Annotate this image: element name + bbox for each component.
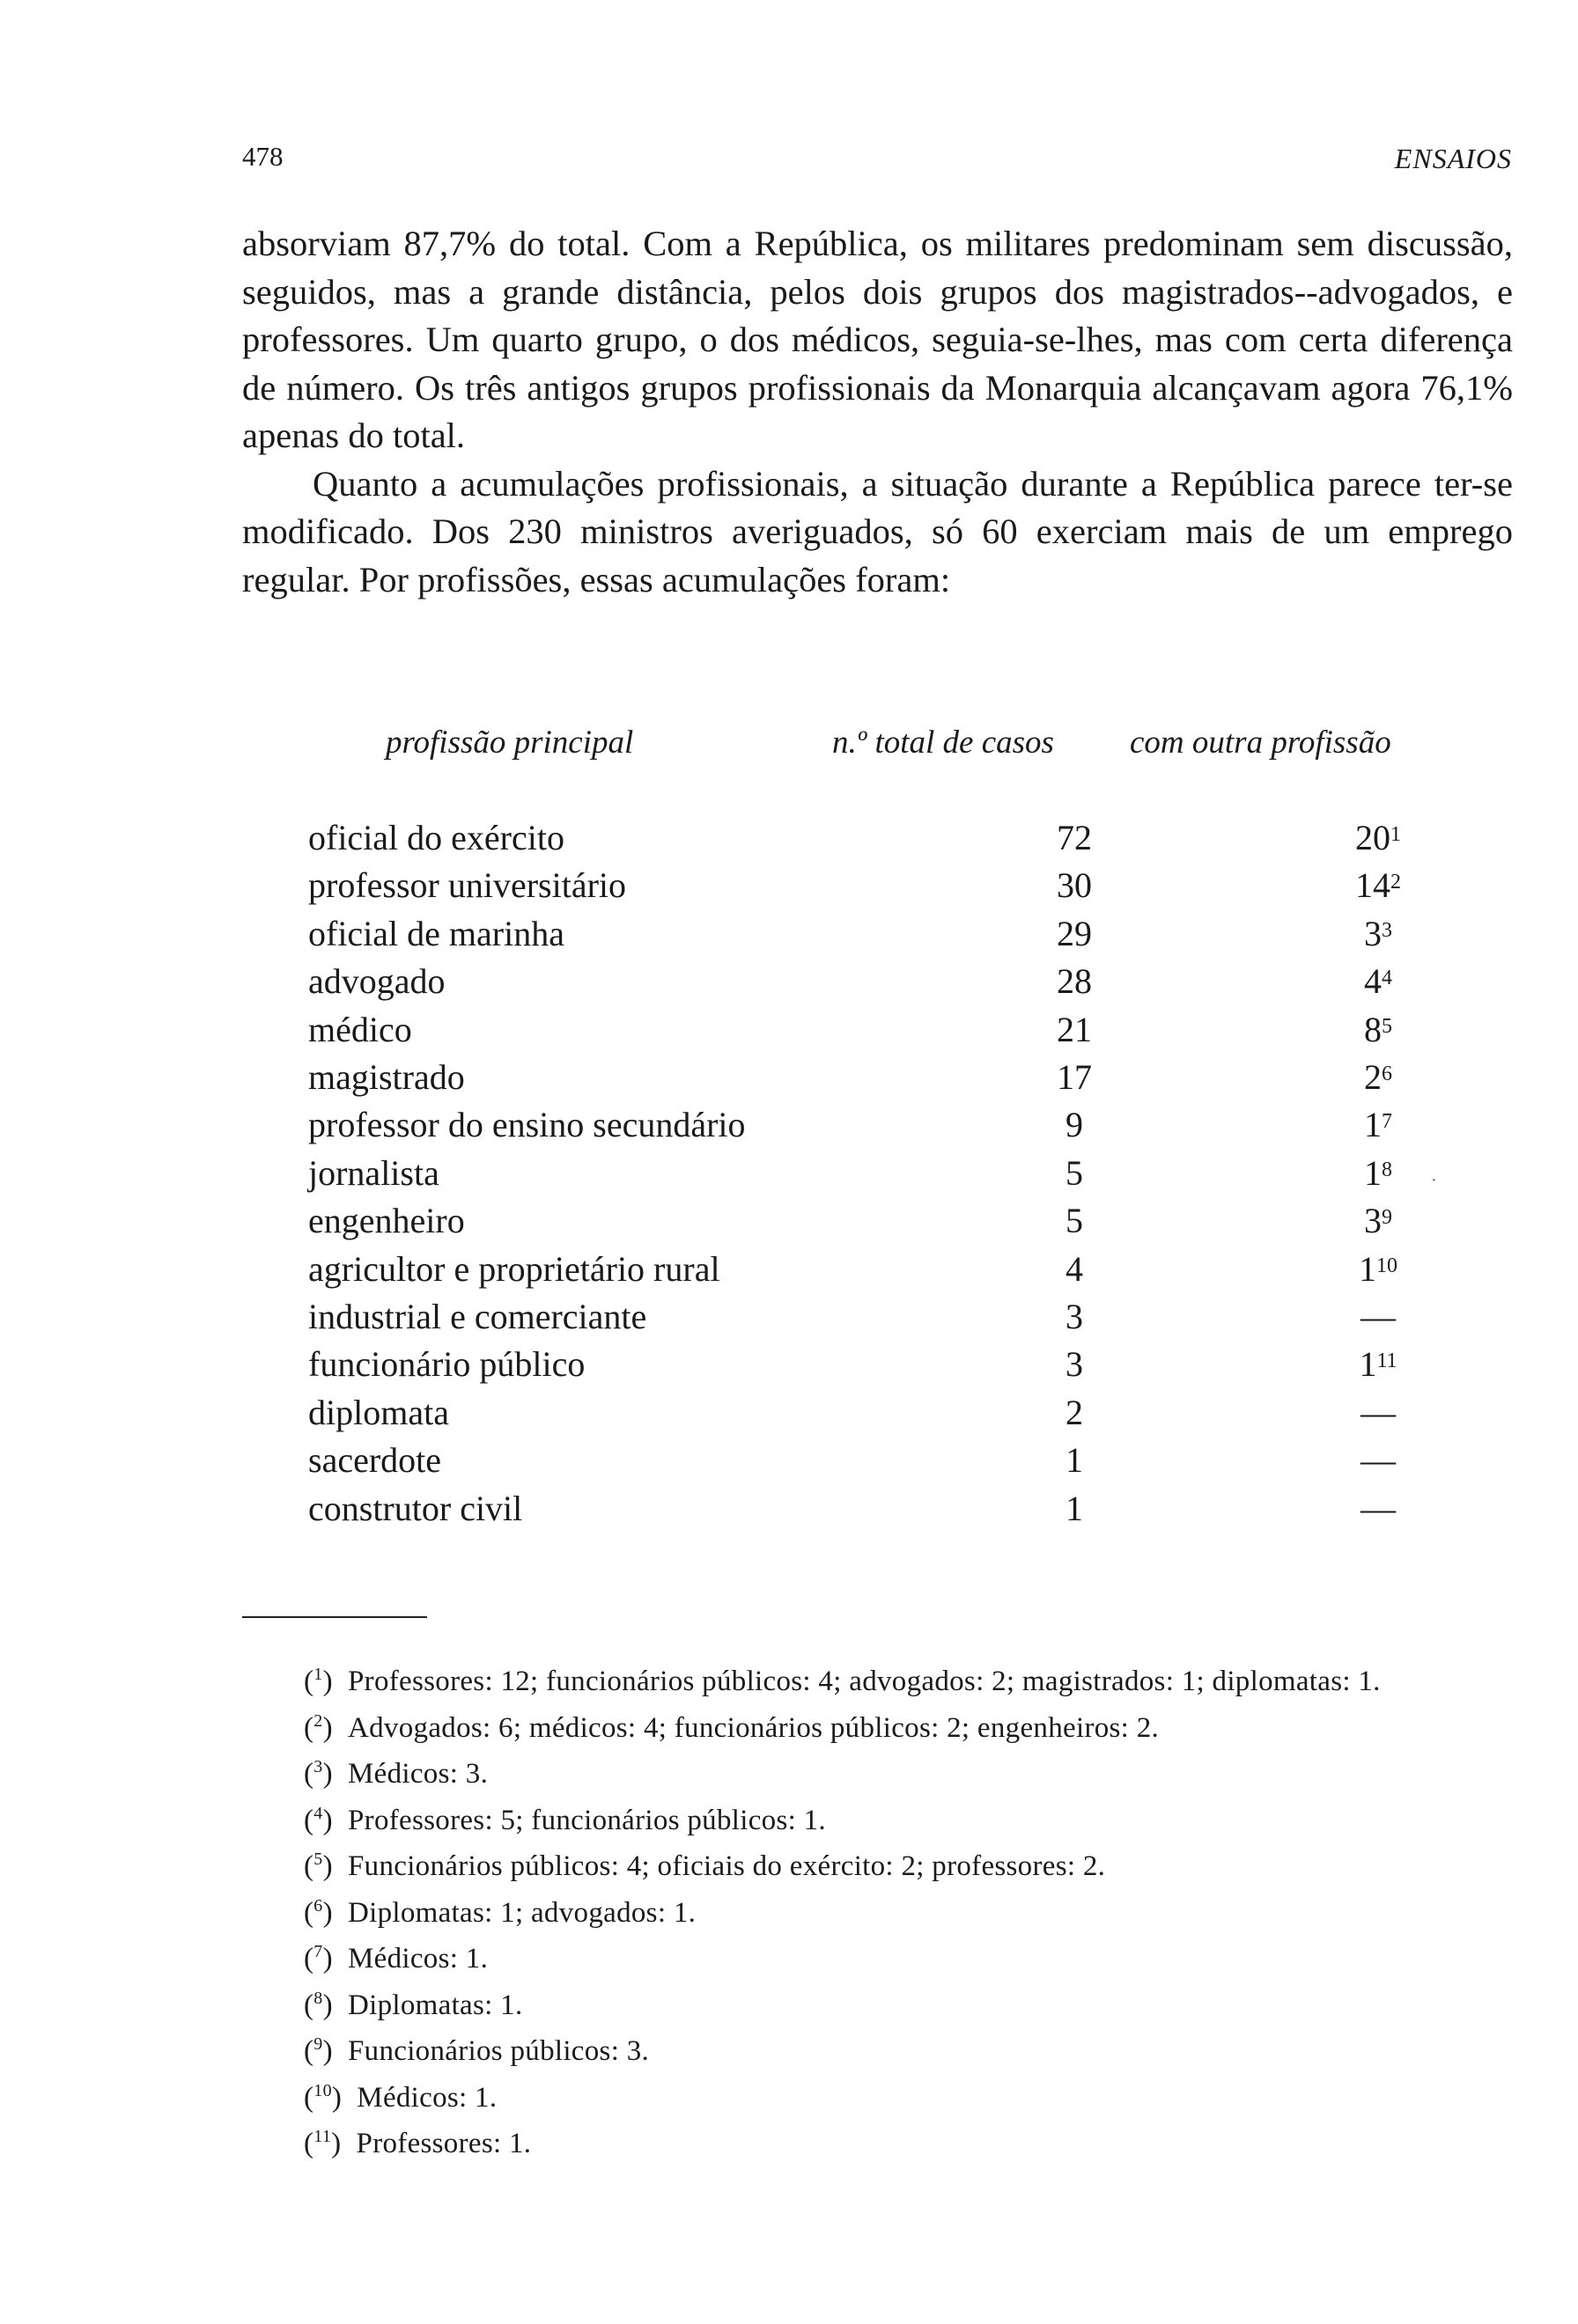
- total-cell: 9: [1066, 1105, 1083, 1145]
- other-profession-cell: [1224, 1485, 1532, 1533]
- footnote-text: Professores: 5; funcionários públicos: 1.: [348, 1804, 826, 1836]
- other-profession-cell: [1224, 814, 1532, 862]
- footnote-number: 11: [313, 2127, 332, 2146]
- footnote: [242, 1886, 1513, 1933]
- other-profession-cell: [1224, 1197, 1532, 1245]
- other-profession-value: 1: [1359, 1248, 1376, 1289]
- profession-cell: engenheiro: [308, 1201, 465, 1241]
- footnote-reference: 10: [1376, 1254, 1397, 1277]
- total-cell: 5: [1066, 1152, 1083, 1193]
- profession-cell: professor universitário: [308, 865, 627, 906]
- total-cell: 29: [1057, 913, 1092, 953]
- body-text: [242, 220, 1513, 604]
- other-profession-cell: [1224, 1054, 1532, 1101]
- other-profession-cell: [1224, 1293, 1532, 1341]
- total-cell: 2: [1066, 1392, 1083, 1432]
- footnote-number: 1: [313, 1665, 323, 1684]
- other-profession-cell: [1224, 910, 1532, 958]
- footnote-number: 9: [313, 2034, 323, 2054]
- total-cell: 1: [1066, 1440, 1083, 1481]
- profession-cell: magistrado: [308, 1057, 465, 1098]
- profession-cell: advogado: [308, 961, 446, 1002]
- other-profession-value: —: [1360, 1488, 1396, 1528]
- other-profession-value: 4: [1364, 961, 1382, 1002]
- table-row: [308, 1293, 1532, 1341]
- footnote-text: Médicos: 1.: [348, 1943, 489, 1975]
- other-profession-value: 2: [1364, 1057, 1382, 1098]
- total-cell: 3: [1066, 1297, 1083, 1337]
- footnote-reference: 1: [1390, 823, 1401, 846]
- footnote-number: 7: [313, 1942, 323, 1961]
- footnote-reference: 3: [1382, 918, 1392, 942]
- other-profession-cell: [1224, 1389, 1532, 1437]
- total-cell: 3: [1066, 1344, 1083, 1385]
- footnote-number: 4: [313, 1803, 323, 1823]
- footnote-text: Funcionários públicos: 3.: [348, 2035, 650, 2067]
- footnote-reference: 8: [1382, 1158, 1392, 1181]
- profession-cell: sacerdote: [308, 1440, 442, 1481]
- other-profession-value: 14: [1355, 865, 1390, 906]
- page-number: 478: [242, 141, 284, 172]
- footnote-reference: 6: [1382, 1063, 1392, 1086]
- table-row: [308, 1341, 1532, 1388]
- footnote-text: Diplomatas: 1; advogados: 1.: [348, 1896, 697, 1929]
- table-row: [308, 1054, 1532, 1101]
- table-row: [308, 1197, 1532, 1245]
- table-row: [308, 1389, 1532, 1437]
- footnote: [242, 1932, 1513, 1979]
- table-row: [308, 910, 1532, 958]
- footnote-mark: ($^9$): [304, 2034, 348, 2067]
- professions-table: [308, 814, 1532, 1533]
- total-cell: 72: [1057, 818, 1092, 857]
- table-row: [308, 1101, 1532, 1149]
- footnote-mark: ($^5$): [304, 1850, 348, 1882]
- footnote: [242, 1840, 1513, 1886]
- profession-cell: professor do ensino secundário: [308, 1105, 746, 1145]
- footnote-reference: 11: [1376, 1350, 1397, 1373]
- footnote-text: Funcionários públicos: 4; oficiais do exército: 2; professores: 2.: [348, 1850, 1106, 1882]
- footnote-mark: ($^8$): [304, 1988, 348, 2021]
- profession-cell: jornalista: [308, 1152, 439, 1193]
- footnote-mark: ($^6$): [304, 1895, 348, 1929]
- footnote-mark: ($^3$): [304, 1757, 348, 1790]
- total-cell: 17: [1057, 1057, 1092, 1098]
- table-row: [308, 958, 1532, 1005]
- other-profession-value: 1: [1364, 1152, 1382, 1193]
- profession-cell: funcionário público: [308, 1344, 586, 1385]
- other-profession-value: 8: [1364, 1009, 1382, 1049]
- column-header-other: com outra profissão: [1130, 724, 1391, 761]
- other-profession-cell: [1224, 958, 1532, 1005]
- total-cell: 5: [1066, 1201, 1083, 1241]
- footnote: [242, 2117, 1513, 2164]
- table-row: [308, 1246, 1532, 1293]
- other-profession-value: 1: [1359, 1344, 1377, 1385]
- footnote-reference: 2: [1390, 871, 1401, 894]
- total-cell: 28: [1057, 961, 1092, 1002]
- footnote-mark: ($^2$): [304, 1710, 348, 1744]
- total-cell: 21: [1057, 1009, 1092, 1049]
- footnote-text: Professores: 1.: [356, 2128, 532, 2159]
- footnote-reference: 9: [1382, 1206, 1392, 1230]
- table-row: [308, 1437, 1532, 1484]
- footnotes: [242, 1655, 1513, 2164]
- paragraph: Quanto a acumulações profissionais, a situação durante a República parece ter-se modificado. Dos 230 ministros averiguados, só 60 exerciam mais de um emprego regular. Por profissões, essas acumulações foram:: [242, 463, 1513, 599]
- running-head: ENSAIOS: [1394, 143, 1512, 174]
- other-profession-value: 3: [1364, 913, 1382, 953]
- other-profession-cell: [1224, 1341, 1532, 1388]
- footnote-rule: [242, 1616, 427, 1618]
- profession-cell: médico: [308, 1009, 412, 1049]
- footnote: [242, 1979, 1513, 2026]
- footnote-mark: ($^1$): [304, 1665, 348, 1697]
- other-profession-value: 20: [1355, 818, 1390, 857]
- footnote: [242, 2025, 1513, 2071]
- table-row: [308, 1006, 1532, 1054]
- other-profession-value: —: [1360, 1297, 1396, 1337]
- profession-cell: agricultor e proprietário rural: [308, 1248, 720, 1289]
- table-row: [308, 1485, 1532, 1533]
- table-row: [308, 814, 1532, 862]
- footnote-number: 8: [313, 1988, 323, 2008]
- table-row: [308, 1150, 1532, 1197]
- footnote-number: 6: [313, 1895, 323, 1916]
- profession-cell: oficial de marinha: [308, 913, 564, 953]
- footnote-text: Advogados: 6; médicos: 4; funcionários públicos: 2; engenheiros: 2.: [348, 1711, 1160, 1744]
- footnote-mark: ($^7$): [304, 1942, 348, 1975]
- other-profession-cell: [1224, 862, 1532, 909]
- footnote: [242, 2071, 1513, 2118]
- column-header-total: n.º total de casos: [832, 724, 1054, 761]
- profession-cell: oficial do exército: [308, 818, 564, 857]
- other-profession-cell: [1224, 1150, 1532, 1197]
- footnote: [242, 1794, 1513, 1841]
- total-cell: 30: [1057, 865, 1092, 906]
- profession-cell: industrial e comerciante: [308, 1297, 647, 1337]
- other-profession-cell: [1224, 1006, 1532, 1054]
- footnote-reference: 7: [1382, 1110, 1392, 1134]
- footnote-reference: 4: [1382, 967, 1392, 990]
- other-profession-cell: [1224, 1437, 1532, 1484]
- other-profession-value: 1: [1364, 1105, 1382, 1145]
- footnote-number: 2: [313, 1710, 323, 1731]
- table-body: [308, 814, 1532, 1533]
- footnote-mark: ($^4$): [304, 1803, 348, 1836]
- total-cell: 4: [1066, 1248, 1083, 1289]
- footnote-text: Diplomatas: 1.: [348, 1989, 523, 2021]
- footnote-number: 5: [313, 1850, 323, 1869]
- total-cell: 1: [1066, 1488, 1083, 1528]
- footnote: [242, 1747, 1513, 1794]
- table-row: [308, 862, 1532, 909]
- footnote-mark: ($^{11}$): [304, 2127, 357, 2159]
- paragraph: absorviam 87,7% do total. Com a República, os militares predominam sem discussão, seguidos, mas a grande distância, pelos dois grupos dos magistrados--advogados, e professores. Um quarto grupo, o dos médicos, seguia-se-lhes, mas com certa diferença de número. Os três antigos grupos profissionais da Monarquia alcançavam agora 76,1% apenas do total.: [242, 224, 1513, 455]
- other-profession-cell: [1224, 1101, 1532, 1149]
- footnote-mark: ($^{10}$): [304, 2080, 358, 2114]
- other-profession-value: —: [1360, 1392, 1396, 1432]
- footnote-text: Médicos: 3.: [348, 1758, 489, 1790]
- footnote-text: Médicos: 1.: [357, 2081, 498, 2114]
- other-profession-value: —: [1360, 1440, 1396, 1481]
- footnote-reference: 5: [1382, 1014, 1392, 1038]
- footnote-text: Professores: 12; funcionários públicos: 4; advogados: 2; magistrados: 1; diplomatas: 1.: [348, 1666, 1381, 1697]
- other-profession-cell: [1224, 1246, 1532, 1293]
- other-profession-value: 3: [1364, 1201, 1382, 1241]
- profession-cell: construtor civil: [308, 1488, 523, 1528]
- column-header-profession: profissão principal: [386, 724, 634, 761]
- profession-cell: diplomata: [308, 1392, 449, 1432]
- footnote-number: 10: [313, 2080, 332, 2100]
- footnote: [242, 1655, 1513, 1702]
- footnote-number: 3: [313, 1757, 323, 1776]
- footnote: [242, 1702, 1513, 1748]
- print-speck: ·: [1431, 1171, 1437, 1190]
